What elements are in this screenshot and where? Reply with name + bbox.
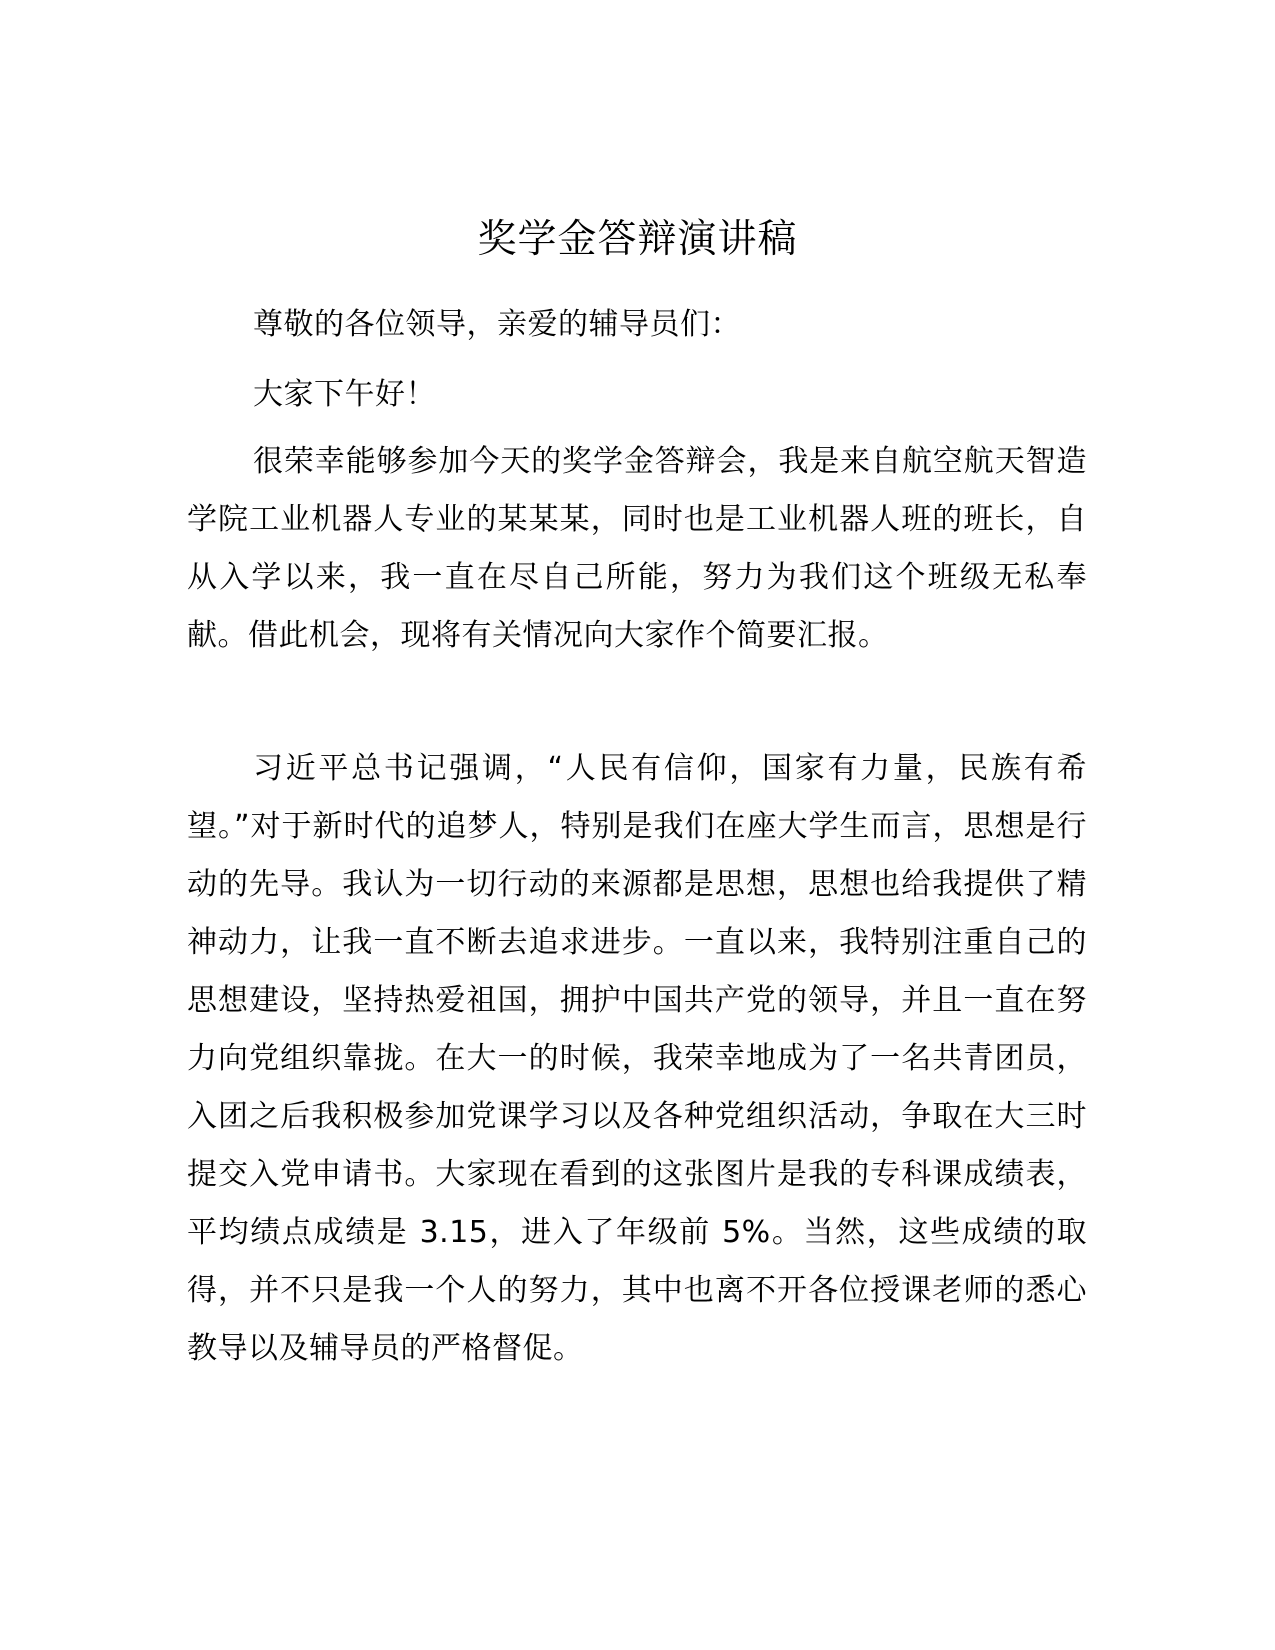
paragraph-greeting: 尊敬的各位领导，亲爱的辅导员们：	[253, 307, 741, 342]
document-title: 奖学金答辩演讲稿	[477, 217, 798, 262]
paragraph-introduction: 很荣幸能够参加今天的奖学金答辩会，我是来自航空航天智造学院工业机器人专业的某某某，同时也是工业机器人班的班长，自从入学以来，我一直在尽自己所能，努力为我们这个班级无私奉献。借此机会，现将有关情况向大家作个简要汇报。	[187, 444, 1087, 653]
paragraph-thought: 习近平总书记强调，“人民有信仰，国家有力量，民族有希望。”对于新时代的追梦人，特别是我们在座大学生而言，思想是行动的先导。我认为一切行动的来源都是思想，思想也给我提供了精神动力，让我一直不断去追求进步。一直以来，我特别注重自己的思想建设，坚持热爱祖国，拥护中国共产党的领导，并且一直在努力向党组织靠拢。在大一的时候，我荣幸地成为了一名共青团员，入团之后我积极参加党课学习以及各种党组织活动，争取在大三时提交入党申请书。大家现在看到的这张图片是我的专科课成绩表，平均绩点成绩是 3.15，进入了年级前 5%。当然，这些成绩的取得，并不只是我一个人的努力，其中也离不开各位授课老师的悉心教导以及辅导员的严格督促。	[187, 751, 1087, 1366]
paragraph-salutation: 大家下午好！	[253, 377, 436, 412]
